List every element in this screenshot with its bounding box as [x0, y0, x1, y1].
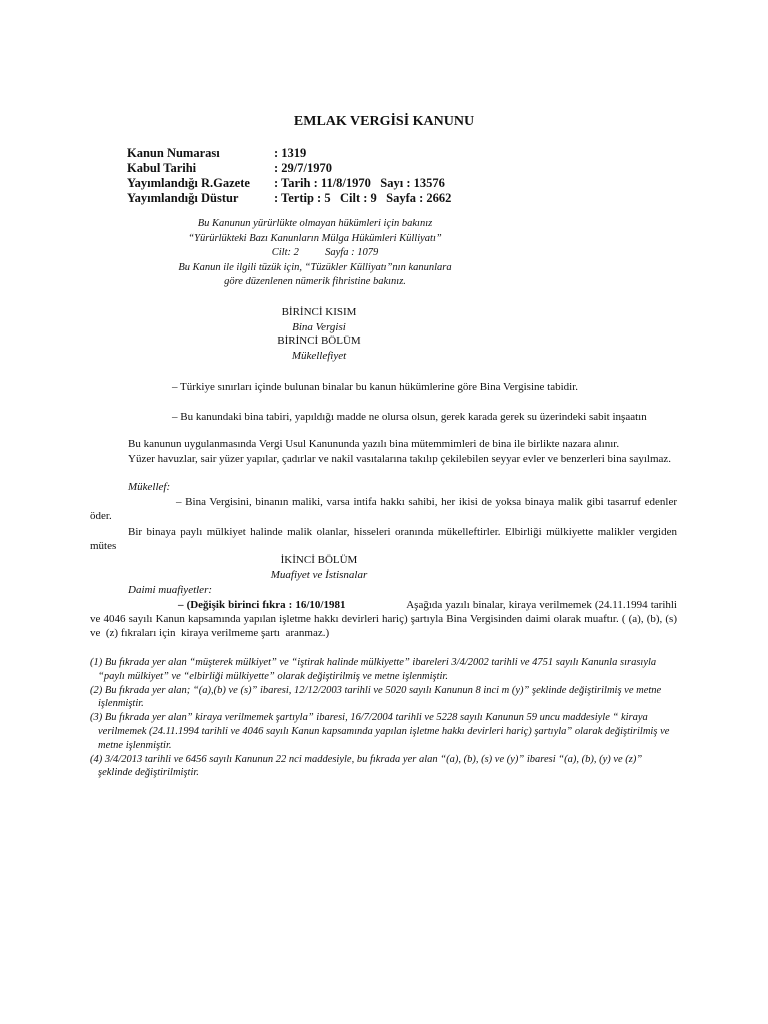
meta-label: Yayımlandığı Düstur [127, 191, 239, 205]
footnote-1: (1) Bu fıkrada yer alan “müşterek mülkiyet” ve “iştirak halinde mülkiyette” ibareleri 3/4/2002 tarihli ve 4751 sayılı Kanunla sırasıyla “paylı mülkiyet” ve “elbirliği mülkiyette” olarak değiştirilmiş ve metne işlenmiştir. [90, 657, 657, 682]
meta-value: : Tertip : 5 Cilt : 9 Sayfa : 2662 [274, 191, 452, 205]
kisim-heading: BİRİNCİ KISIM [281, 306, 357, 318]
note-line: Cilt: 2 Sayfa : 1079 [271, 247, 379, 258]
paragraph: Yüzer havuzlar, sair yüzer yapılar, çadırlar ve nakil vasıtalarına takılıp çekilebilen seyyar evler ve benzerleri bina sayılmaz. [128, 453, 672, 465]
daimi-label: Daimi muafiyetler: [128, 584, 213, 596]
bolum-title: Mükellefiyet [291, 349, 347, 362]
note-line: Bu Kanunun yürürlükte olmayan hükümleri için bakınız [197, 218, 433, 229]
paragraph: Bu kanunun uygulanmasında Vergi Usul Kanununda yazılı bina mütemmimleri de bina ile birlikte nazara alınır. [128, 438, 620, 450]
reference-note [0, 217, 630, 290]
note-line: göre düzenlenen nümerik fihristine bakınız. [224, 276, 406, 287]
footnote-4: (4) 3/4/2013 tarihli ve 6456 sayılı Kanunun 22 nci maddesiyle, bu fıkrada yer alan “(a), (b), (s) ve (y)” ibaresi “(a), (b), (y) ve (z)” şeklinde değiştirilmiştir. [90, 753, 643, 779]
amendment-text: Aşağıda yazılı binalar, kiraya verilmemek (24.11.1994 tarihli ve 4046 sayılı Kanun kapsamında yapılan işletme hakkı devirleri hariç) şartıyla Bina Vergisinden daimi olarak muaftır. ( (a), (b), (s) ve (z) fıkraları için kiraya verilmeme şartı aranmaz.) [90, 599, 699, 639]
meta-label: Kabul Tarihi [127, 161, 197, 175]
meta-label: Yayımlandığı R.Gazete [127, 176, 250, 190]
meta-row-dustur [127, 191, 451, 206]
paragraph: – Bina Vergisini, binanın maliki, varsa intifa hakkı sahibi, her ikisi de yoksa binaya malik gibi tasarruf edenler öder. [90, 496, 677, 522]
note-line: Bu Kanun ile ilgili tüzük için, “Tüzükler Külliyatı”nın kanunlara [178, 261, 452, 273]
note-line: “Yürürlükteki Bazı Kanunların Mülga Hükümleri Külliyatı” [188, 232, 442, 244]
bolum-title: Muafiyet ve İstisnalar [270, 568, 368, 581]
mukellef-label: Mükellef: [128, 481, 171, 493]
part-one-heading [0, 305, 638, 363]
meta-row-acceptance-date [127, 161, 451, 176]
kisim-title: Bina Vergisi [292, 320, 346, 333]
bolum-heading: BİRİNCİ BÖLÜM [277, 335, 361, 347]
footnote-3: (3) Bu fıkrada yer alan” kiraya verilmemek şartıyla” ibaresi, 16/7/2004 tarihli ve 5228 sayılı Kanunun 59 uncu maddesiyle “ kiraya verilmemek (24.11.1994 tarihli ve 4046 sayılı Kanun kapsamında yapılan işletme hakkı devirleri hariç) şartıyla” olarak değiştirilmiş ve metne işlenmiştir. [90, 712, 670, 751]
meta-value: : 1319 [274, 146, 307, 160]
law-metadata [127, 146, 451, 206]
meta-row-law-number [127, 146, 451, 161]
meta-label: Kanun Numarası [127, 146, 220, 160]
paragraph: Bir binaya paylı mülkiyet halinde malik olanlar, hisseleri oranında mükelleftirler. Elbirliği mülkiyette malikler vergiden mütes [90, 526, 677, 552]
meta-value: : Tarih : 11/8/1970 Sayı : 13576 [274, 176, 445, 190]
part-two-heading [0, 553, 638, 582]
document-title: EMLAK VERGİSİ KANUNU [293, 114, 475, 129]
meta-value: : 29/7/1970 [274, 161, 332, 175]
amendment-paragraph [90, 598, 699, 640]
paragraph: – Bu kanundaki bina tabiri, yapıldığı madde ne olursa olsun, gerek karada gerek su üzerindeki sabit inşaatın [172, 411, 647, 423]
bolum-heading: İKİNCİ BÖLÜM [280, 554, 358, 566]
amendment-bold: – (Değişik birinci fıkra : 16/10/1981 [178, 599, 346, 611]
meta-row-official-gazette [127, 176, 451, 191]
footnotes [90, 656, 678, 780]
footnote-2: (2) Bu fıkrada yer alan; “(a),(b) ve (s)” ibaresi, 12/12/2003 tarihli ve 5020 sayılı Kanunun 8 inci m (y)” şeklinde değiştirilmiş ve metne işlenmiştir. [90, 684, 662, 710]
paragraph: – Türkiye sınırları içinde bulunan binalar bu kanun hükümlerine göre Bina Vergisine tabidir. [172, 381, 578, 393]
